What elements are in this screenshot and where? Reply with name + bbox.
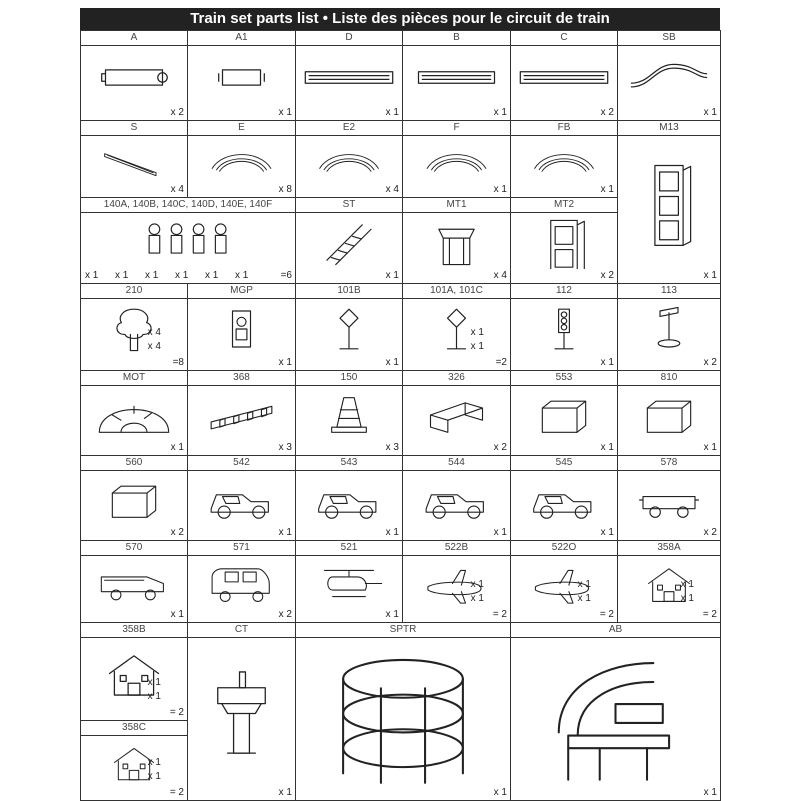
part-code: 543	[296, 456, 402, 471]
stairs-icon	[300, 216, 398, 269]
sub-quantity: x 1	[470, 327, 484, 338]
part-quantity: = 2	[599, 609, 614, 620]
part-code: 570	[81, 541, 187, 556]
part-cell-113	[617, 283, 721, 371]
part-code: 101A, 101C	[403, 284, 510, 299]
part-cell-fb	[510, 120, 618, 198]
part-quantity: x 1	[493, 527, 507, 538]
part-quantity: x 1	[385, 527, 399, 538]
part-code: SB	[618, 31, 720, 46]
part-code: C	[511, 31, 617, 46]
part-cell-545	[510, 455, 618, 541]
part-code: E	[188, 121, 295, 136]
part-quantity: x 1	[703, 442, 717, 453]
part-quantity: =2	[495, 357, 507, 368]
part-code: M13	[618, 121, 720, 136]
block-icon	[515, 389, 613, 441]
traffic-light-icon	[515, 302, 613, 356]
part-cell-a	[80, 30, 188, 121]
control-tower-icon	[192, 641, 291, 786]
part-code: 210	[81, 284, 187, 299]
part-quantity: x 1	[600, 527, 614, 538]
car-icon	[407, 474, 506, 526]
sub-quantity: x 1	[680, 579, 694, 590]
part-cell-sb	[617, 30, 721, 121]
part-cell-c	[510, 30, 618, 121]
part-cell-mgp	[187, 283, 296, 371]
part-code: 560	[81, 456, 187, 471]
pillar-icon	[407, 216, 506, 269]
page-title: Train set parts list • Liste des pièces pour le circuit de train	[80, 8, 720, 30]
sub-quantity: x 1	[147, 771, 161, 782]
part-code: 112	[511, 284, 617, 299]
barrier-icon	[192, 389, 291, 441]
van-icon	[85, 559, 183, 608]
part-code: 101B	[296, 284, 402, 299]
part-quantity: x 1	[703, 787, 717, 798]
plane-icon	[407, 559, 506, 608]
part-quantity: x 4	[385, 184, 399, 195]
part-code: MT1	[403, 198, 510, 213]
sub-quantity: x 1	[147, 677, 161, 688]
part-cell-112	[510, 283, 618, 371]
part-code: 571	[188, 541, 295, 556]
part-quantity: x 1	[385, 357, 399, 368]
sub-quantity: x 1	[147, 757, 161, 768]
part-code: ST	[296, 198, 402, 213]
part-quantity: x 2	[170, 107, 184, 118]
sub-quantity: x 1	[577, 579, 591, 590]
part-cell-sptr	[295, 622, 511, 801]
bus-icon	[192, 559, 291, 608]
part-quantity: x 1	[170, 442, 184, 453]
part-quantity: = 2	[169, 787, 184, 798]
part-code: MGP	[188, 284, 295, 299]
part-cell-560	[80, 455, 188, 541]
part-cell-150	[295, 370, 403, 456]
part-quantity: x 1	[385, 609, 399, 620]
curve-icon	[407, 139, 506, 183]
part-cell-e2	[295, 120, 403, 198]
spiral-tower-icon	[300, 641, 506, 786]
ramp-icon	[85, 139, 183, 183]
part-cell-mot	[80, 370, 188, 456]
part-cell-522o	[510, 540, 618, 623]
part-quantity: x 1	[600, 184, 614, 195]
part-cell-140a	[80, 197, 296, 284]
sub-quantity: x 1	[235, 270, 249, 281]
part-quantity: x 1	[278, 527, 292, 538]
part-cell-a1	[187, 30, 296, 121]
part-code: E2	[296, 121, 402, 136]
part-code: S	[81, 121, 187, 136]
curve-icon	[192, 139, 291, 183]
part-cell-210	[80, 283, 188, 371]
part-quantity: x 1	[600, 357, 614, 368]
part-code: CT	[188, 623, 295, 638]
part-quantity: x 8	[278, 184, 292, 195]
part-quantity: x 4	[493, 270, 507, 281]
airport-bridge-icon	[515, 641, 716, 786]
part-quantity: x 1	[278, 107, 292, 118]
part-cell-578	[617, 455, 721, 541]
part-cell-ct	[187, 622, 296, 801]
track-straight-short-icon	[192, 49, 291, 106]
part-code: 542	[188, 456, 295, 471]
part-code: 544	[403, 456, 510, 471]
part-cell-f	[402, 120, 511, 198]
part-code: 358B	[81, 623, 187, 638]
car-icon	[515, 474, 613, 526]
part-code: F	[403, 121, 510, 136]
plane-icon	[515, 559, 613, 608]
part-code: 368	[188, 371, 295, 386]
part-quantity: x 2	[278, 609, 292, 620]
part-code: 358A	[618, 541, 720, 556]
house-icon	[622, 559, 716, 608]
sub-quantity: x 1	[115, 270, 129, 281]
track-long-icon	[300, 49, 398, 106]
sub-quantity: x 1	[577, 593, 591, 604]
part-code: 113	[618, 284, 720, 299]
part-code: 358C	[81, 721, 187, 736]
part-code: 522O	[511, 541, 617, 556]
block-icon	[622, 389, 716, 441]
part-quantity: x 2	[703, 357, 717, 368]
part-quantity: x 2	[600, 107, 614, 118]
part-cell-571	[187, 540, 296, 623]
sub-quantity: x 1	[205, 270, 219, 281]
sub-quantity: x 1	[145, 270, 159, 281]
part-cell-521	[295, 540, 403, 623]
part-quantity: x 1	[385, 107, 399, 118]
sub-quantity: x 1	[470, 593, 484, 604]
part-code: 545	[511, 456, 617, 471]
bench-icon	[407, 389, 506, 441]
part-code: 326	[403, 371, 510, 386]
part-cell-m13	[617, 120, 721, 284]
lamp-icon	[622, 302, 716, 356]
part-cell-s	[80, 120, 188, 198]
sub-quantity: x 1	[470, 341, 484, 352]
part-quantity: x 3	[278, 442, 292, 453]
helicopter-icon	[300, 559, 398, 608]
car-icon	[300, 474, 398, 526]
part-quantity: = 2	[492, 609, 507, 620]
part-code: A1	[188, 31, 295, 46]
part-cell-326	[402, 370, 511, 456]
part-quantity: x 1	[703, 107, 717, 118]
tree-icon	[85, 302, 183, 356]
wagon-icon	[622, 474, 716, 526]
part-quantity: x 1	[493, 107, 507, 118]
part-code: 521	[296, 541, 402, 556]
part-quantity: = 2	[702, 609, 717, 620]
part-cell-553	[510, 370, 618, 456]
part-quantity: x 1	[703, 270, 717, 281]
part-cell-810	[617, 370, 721, 456]
part-cell-358b	[80, 622, 188, 721]
tunnel-icon	[85, 389, 183, 441]
part-cell-101a	[402, 283, 511, 371]
people-icon	[85, 216, 291, 269]
part-code: D	[296, 31, 402, 46]
part-quantity: x 1	[278, 357, 292, 368]
part-quantity: x 2	[703, 527, 717, 538]
sub-quantity: x 1	[175, 270, 189, 281]
part-cell-st	[295, 197, 403, 284]
bridge-ramp-icon	[622, 49, 716, 106]
part-cell-101b	[295, 283, 403, 371]
gate-icon	[192, 302, 291, 356]
sub-quantity: x 1	[680, 593, 694, 604]
part-code: 140A, 140B, 140C, 140D, 140E, 140F	[81, 198, 295, 213]
part-cell-570	[80, 540, 188, 623]
part-code: 810	[618, 371, 720, 386]
tower-icon	[515, 216, 613, 269]
part-code: 150	[296, 371, 402, 386]
part-code: 522B	[403, 541, 510, 556]
part-cell-358c	[80, 720, 188, 801]
part-code: MT2	[511, 198, 617, 213]
part-code: SPTR	[296, 623, 510, 638]
part-quantity: x 2	[170, 527, 184, 538]
part-cell-544	[402, 455, 511, 541]
part-quantity: x 1	[493, 184, 507, 195]
cone-icon	[300, 389, 398, 441]
sign-icon	[407, 302, 506, 356]
sub-quantity: x 4	[147, 341, 161, 352]
car-icon	[192, 474, 291, 526]
part-quantity: x 2	[600, 270, 614, 281]
part-code: AB	[511, 623, 720, 638]
part-quantity: =6	[280, 270, 292, 281]
curve-icon	[515, 139, 613, 183]
house-icon	[85, 641, 183, 706]
curve-icon	[300, 139, 398, 183]
house-icon	[85, 739, 183, 786]
part-cell-543	[295, 455, 403, 541]
part-quantity: x 1	[278, 787, 292, 798]
parts-grid	[80, 30, 720, 800]
part-quantity: x 4	[170, 184, 184, 195]
sub-quantity: x 1	[147, 691, 161, 702]
track-medium-icon	[407, 49, 506, 106]
part-cell-368	[187, 370, 296, 456]
sub-quantity: x 1	[470, 579, 484, 590]
part-cell-542	[187, 455, 296, 541]
part-code: A	[81, 31, 187, 46]
part-quantity: = 2	[169, 707, 184, 718]
part-quantity: x 3	[385, 442, 399, 453]
part-code: MOT	[81, 371, 187, 386]
sign-icon	[300, 302, 398, 356]
part-cell-358a	[617, 540, 721, 623]
track-straight-icon	[85, 49, 183, 106]
part-cell-522b	[402, 540, 511, 623]
part-cell-mt1	[402, 197, 511, 284]
track-long-icon	[515, 49, 613, 106]
part-cell-mt2	[510, 197, 618, 284]
part-quantity: x 1	[493, 787, 507, 798]
part-cell-ab	[510, 622, 721, 801]
part-code: 578	[618, 456, 720, 471]
sub-quantity: x 1	[85, 270, 99, 281]
part-quantity: x 1	[385, 270, 399, 281]
part-code: FB	[511, 121, 617, 136]
part-cell-b	[402, 30, 511, 121]
part-quantity: =8	[172, 357, 184, 368]
part-code: 553	[511, 371, 617, 386]
part-quantity: x 1	[170, 609, 184, 620]
part-cell-d	[295, 30, 403, 121]
block-icon	[85, 474, 183, 526]
sub-quantity: x 4	[147, 327, 161, 338]
part-cell-e	[187, 120, 296, 198]
tower-icon	[622, 139, 716, 269]
part-code: B	[403, 31, 510, 46]
part-quantity: x 1	[600, 442, 614, 453]
part-quantity: x 2	[493, 442, 507, 453]
